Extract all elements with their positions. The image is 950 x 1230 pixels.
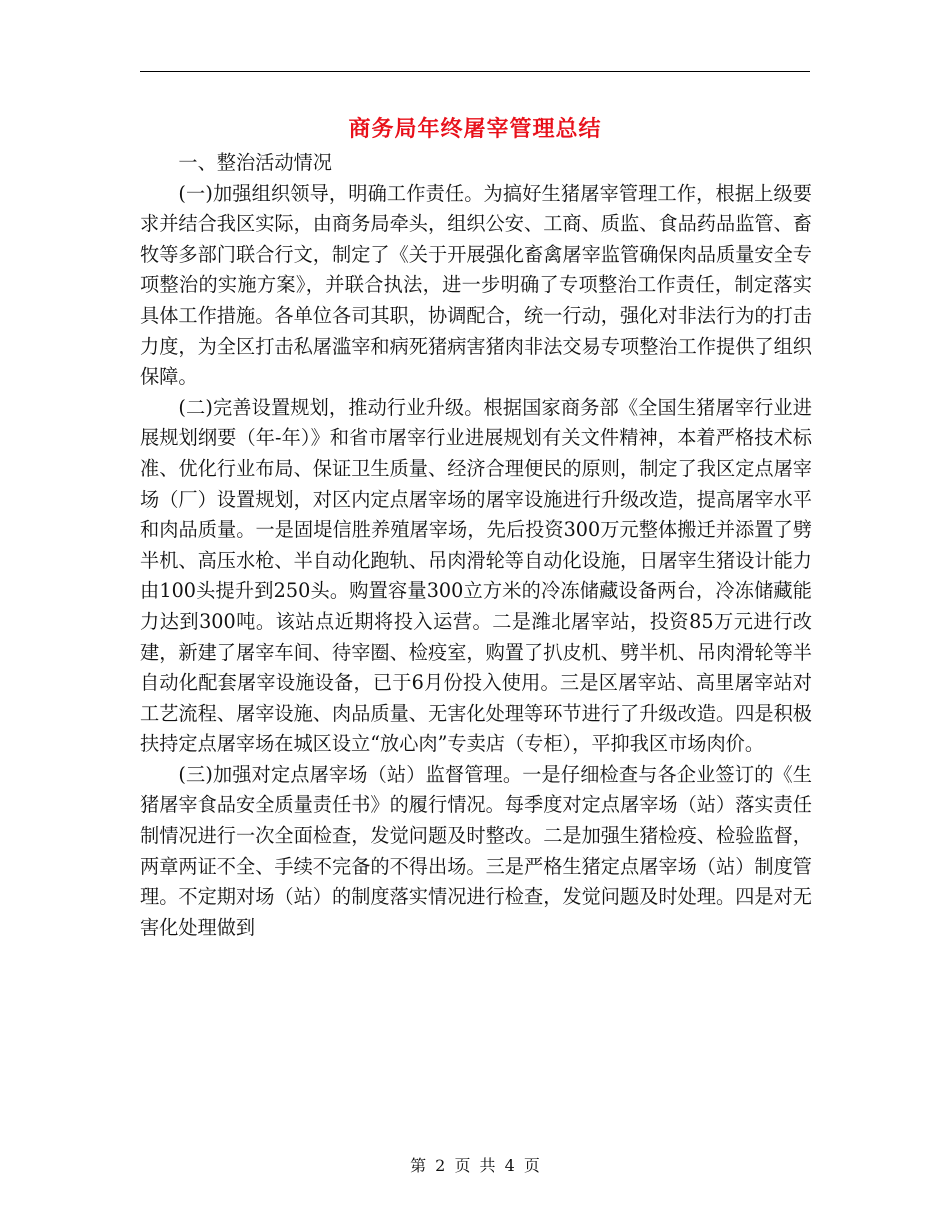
paragraph-2: (二)完善设置规划，推动行业升级。根据国家商务部《全国生猪屠宰行业进展规划纲要（年-年）》和省市屠宰行业进展规划有关文件精神，本着严格技术标准、优化行业布局、保证卫生质量、经济合理便民的原则，制定了我区定点屠宰场（厂）设置规划，对区内定点屠宰场的屠宰设施进行升级改造，提高屠宰水平和肉品质量。一是固堤信胜养殖屠宰场，先后投资300万元整体搬迁并添置了劈半机、高压水枪、半自动化跑轨、吊肉滑轮等自动化设施，日屠宰生猪设计能力由100头提升到250头。购置容量300立方米的冷冻储藏设备两台，冷冻储藏能力达到300吨。该站点近期将投入运营。二是潍北屠宰站，投资85万元进行改建，新建了屠宰车间、待宰圈、检疫室，购置了扒皮机、劈半机、吊肉滑轮等半自动化配套屠宰设施设备，已于6月份投入使用。三是区屠宰站、高里屠宰站对工艺流程、屠宰设施、肉品质量、无害化处理等环节进行了升级改造。四是积极扶持定点屠宰场在城区设立“放心肉”专卖店（专柜），平抑我区市场肉价。 [140, 395, 812, 756]
header-rule [140, 71, 810, 72]
paragraph-3: (三)加强对定点屠宰场（站）监督管理。一是仔细检查与各企业签订的《生猪屠宰食品安全质量责任书》的履行情况。每季度对定点屠宰场（站）落实责任制情况进行一次全面检查，发觉问题及时整改。二是加强生猪检疫、检验监督，两章两证不全、手续不完备的不得出场。三是严格生猪定点屠宰场（站）制度管理。不定期对场（站）的制度落实情况进行检查，发觉问题及时处理。四是对无害化处理做到 [140, 762, 812, 939]
document-body [140, 148, 812, 943]
document-title: 商务局年终屠宰管理总结 [348, 116, 602, 142]
section-heading: 一、整治活动情况 [178, 151, 332, 174]
page-number: 第 2 页 共 4 页 [410, 1156, 540, 1175]
paragraph-1: (一)加强组织领导，明确工作责任。为搞好生猪屠宰管理工作，根据上级要求并结合我区实际，由商务局牵头，组织公安、工商、质监、食品药品监管、畜牧等多部门联合行文，制定了《关于开展强化畜禽屠宰监管确保肉品质量安全专项整治的实施方案》，并联合执法，进一步明确了专项整治工作责任，制定落实具体工作措施。各单位各司其职，协调配合，统一行动，强化对非法行为的打击力度，为全区打击私屠滥宰和病死猪病害猪肉非法交易专项整治工作提供了组织保障。 [140, 181, 812, 389]
